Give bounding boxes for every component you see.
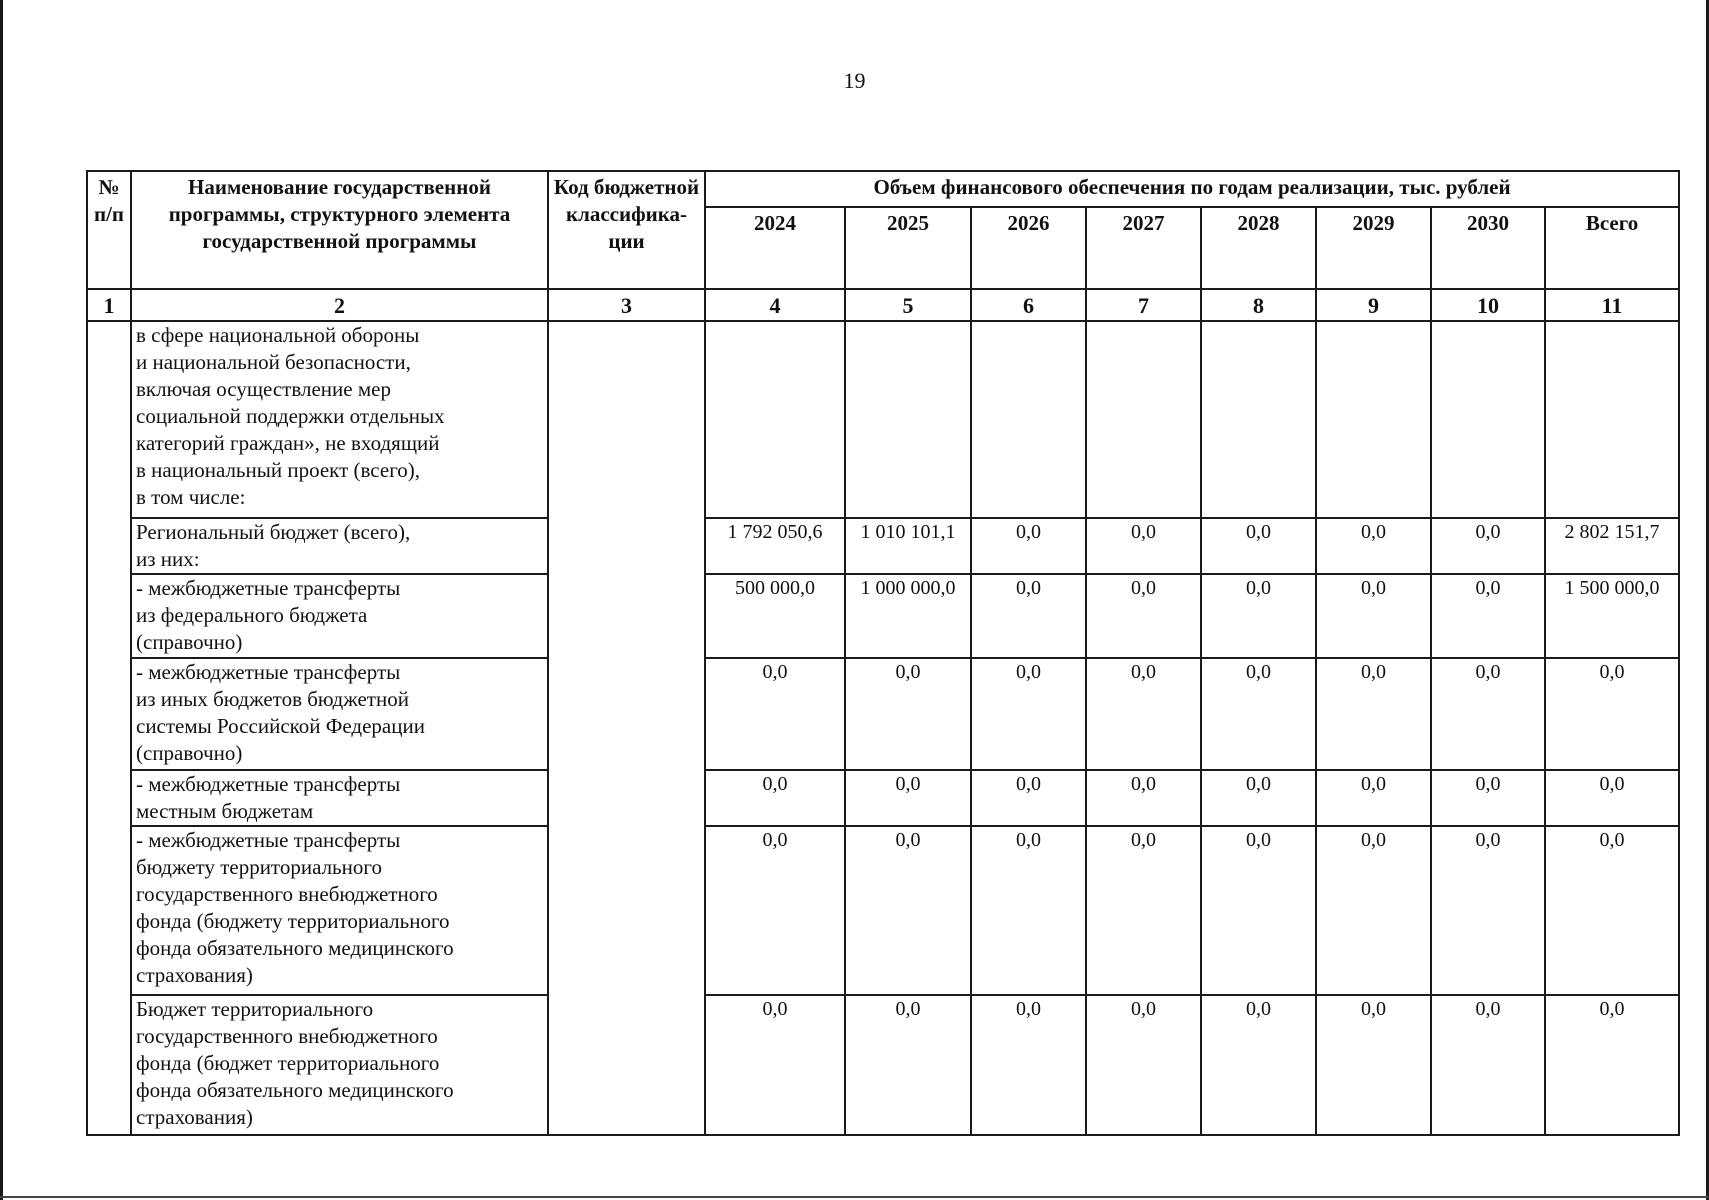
- column-index: 3: [548, 289, 705, 321]
- row-year-value: [845, 321, 971, 517]
- column-index: 7: [1086, 289, 1201, 321]
- row-year-value: 0,0: [1316, 995, 1431, 1135]
- header-year: 2026: [971, 207, 1086, 289]
- row-total-value: 0,0: [1545, 770, 1679, 826]
- row-name: в сфере национальной обороны и национальной безопасности, включая осуществление мер социальной поддержки отдельных категорий граждан», не входящий в национальный проект (всего), в том числе:: [131, 321, 548, 517]
- page-number: 19: [843, 68, 866, 93]
- row-year-value: 0,0: [971, 658, 1086, 770]
- row-year-value: 0,0: [1086, 826, 1201, 994]
- row-year-value: 0,0: [971, 826, 1086, 994]
- row-name: - межбюджетные трансферты бюджету территориального государственного внебюджетного фонда (бюджету территориального фонда обязательного медицинского страхования): [131, 826, 548, 994]
- row-year-value: 0,0: [1316, 518, 1431, 574]
- row-year-value: 0,0: [971, 995, 1086, 1135]
- row-year-value: 0,0: [1431, 826, 1545, 994]
- row-year-value: 0,0: [1201, 518, 1316, 574]
- left-scan-edge: [0, 0, 3, 1200]
- row-year-value: 1 010 101,1: [845, 518, 971, 574]
- row-year-value: 0,0: [1431, 518, 1545, 574]
- row-year-value: 0,0: [1201, 995, 1316, 1135]
- header-total: Всего: [1545, 207, 1679, 289]
- row-year-value: 0,0: [1086, 770, 1201, 826]
- row-year-value: 0,0: [1316, 770, 1431, 826]
- row-year-value: 0,0: [1316, 658, 1431, 770]
- header-num: № п/п: [87, 171, 131, 289]
- budget-code-cell: [548, 321, 705, 1135]
- row-total-value: [1545, 321, 1679, 517]
- header-year: 2030: [1431, 207, 1545, 289]
- row-year-value: 1 000 000,0: [845, 574, 971, 658]
- row-number-cell: [87, 321, 131, 1135]
- row-year-value: [705, 321, 845, 517]
- row-year-value: 0,0: [705, 658, 845, 770]
- row-year-value: [971, 321, 1086, 517]
- row-name: - межбюджетные трансферты местным бюджетам: [131, 770, 548, 826]
- header-year: 2027: [1086, 207, 1201, 289]
- row-year-value: 0,0: [1431, 574, 1545, 658]
- table-row: [87, 770, 1679, 826]
- row-year-value: 0,0: [1201, 574, 1316, 658]
- row-total-value: 0,0: [1545, 826, 1679, 994]
- column-index: 9: [1316, 289, 1431, 321]
- row-year-value: 0,0: [845, 658, 971, 770]
- row-year-value: 0,0: [971, 770, 1086, 826]
- row-year-value: 0,0: [1201, 826, 1316, 994]
- row-name: - межбюджетные трансферты из иных бюджетов бюджетной системы Российской Федерации (справочно): [131, 658, 548, 770]
- row-name: Региональный бюджет (всего), из них:: [131, 518, 548, 574]
- row-year-value: 0,0: [1431, 658, 1545, 770]
- row-year-value: 0,0: [705, 995, 845, 1135]
- row-year-value: 0,0: [845, 770, 971, 826]
- row-year-value: 0,0: [845, 995, 971, 1135]
- header-year: 2024: [705, 207, 845, 289]
- row-year-value: 500 000,0: [705, 574, 845, 658]
- header-year: 2029: [1316, 207, 1431, 289]
- bottom-scan-edge: [0, 1196, 1709, 1198]
- table-row: [87, 518, 1679, 574]
- table-row: [87, 658, 1679, 770]
- column-index-row: [87, 289, 1679, 321]
- row-year-value: 0,0: [1431, 995, 1545, 1135]
- row-year-value: 0,0: [1316, 574, 1431, 658]
- row-year-value: 0,0: [705, 770, 845, 826]
- row-name: Бюджет территориального государственного внебюджетного фонда (бюджет территориального фонда обязательного медицинского страхования): [131, 995, 548, 1135]
- row-year-value: 0,0: [1316, 826, 1431, 994]
- row-total-value: 0,0: [1545, 658, 1679, 770]
- column-index: 6: [971, 289, 1086, 321]
- financing-table: [86, 170, 1680, 1136]
- header-row-1: [87, 171, 1679, 207]
- row-total-value: 2 802 151,7: [1545, 518, 1679, 574]
- row-year-value: 0,0: [845, 826, 971, 994]
- table-row: [87, 574, 1679, 658]
- row-year-value: 0,0: [1201, 658, 1316, 770]
- row-year-value: 0,0: [1086, 574, 1201, 658]
- header-year: 2025: [845, 207, 971, 289]
- row-year-value: 0,0: [1086, 518, 1201, 574]
- column-index: 11: [1545, 289, 1679, 321]
- row-year-value: 0,0: [971, 574, 1086, 658]
- row-year-value: 0,0: [1201, 770, 1316, 826]
- table-row: [87, 826, 1679, 994]
- row-year-value: [1086, 321, 1201, 517]
- row-year-value: 0,0: [1086, 658, 1201, 770]
- column-index: 4: [705, 289, 845, 321]
- header-year: 2028: [1201, 207, 1316, 289]
- row-year-value: 1 792 050,6: [705, 518, 845, 574]
- table-row: [87, 321, 1679, 517]
- row-total-value: 0,0: [1545, 995, 1679, 1135]
- row-year-value: 0,0: [1431, 770, 1545, 826]
- row-total-value: 1 500 000,0: [1545, 574, 1679, 658]
- row-year-value: 0,0: [1086, 995, 1201, 1135]
- row-year-value: 0,0: [705, 826, 845, 994]
- column-index: 2: [131, 289, 548, 321]
- row-year-value: [1201, 321, 1316, 517]
- row-name: - межбюджетные трансферты из федерального бюджета (справочно): [131, 574, 548, 658]
- row-year-value: [1431, 321, 1545, 517]
- header-name: Наименование государственной программы, структурного элемента государственной программы: [131, 171, 548, 289]
- row-year-value: 0,0: [971, 518, 1086, 574]
- header-volume: Объем финансового обеспечения по годам реализации, тыс. рублей: [705, 171, 1679, 207]
- column-index: 1: [87, 289, 131, 321]
- table-row: [87, 995, 1679, 1135]
- column-index: 8: [1201, 289, 1316, 321]
- row-year-value: [1316, 321, 1431, 517]
- header-code: Код бюджетной классифика-ции: [548, 171, 705, 289]
- column-index: 5: [845, 289, 971, 321]
- column-index: 10: [1431, 289, 1545, 321]
